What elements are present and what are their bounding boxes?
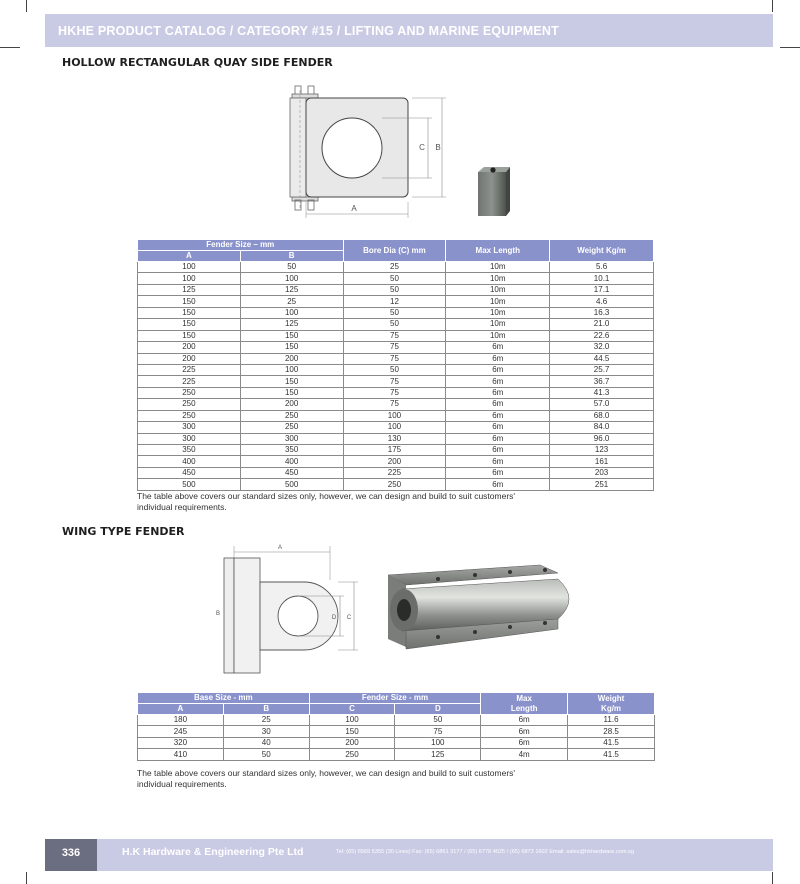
table-cell: 250 xyxy=(138,410,241,421)
table-cell: 150 xyxy=(138,330,241,341)
table-cell: 10m xyxy=(446,262,550,273)
quay-fender-drawing xyxy=(270,80,470,220)
table-row xyxy=(138,376,654,387)
table-row xyxy=(138,399,654,410)
quay-fender-product-image xyxy=(474,166,514,218)
table-cell: 150 xyxy=(309,726,395,737)
quay-fender-note xyxy=(137,491,657,513)
table-row xyxy=(138,467,654,478)
col-b-header: B xyxy=(223,704,309,715)
table-cell: 500 xyxy=(240,479,343,490)
table-cell: 10.1 xyxy=(550,273,654,284)
table-row xyxy=(138,737,655,748)
table-row xyxy=(138,342,654,353)
table-cell: 6m xyxy=(446,399,550,410)
table-cell: 125 xyxy=(395,749,481,760)
header-line: Weight xyxy=(597,693,625,703)
table-cell: 44.5 xyxy=(550,353,654,364)
table-cell: 200 xyxy=(240,399,343,410)
header-line: Kg/m xyxy=(601,703,622,713)
footer-contact-info: Tel: (65) 6565 5355 (30 Lines) Fax: (65) 6861 3177 / (65) 6778 4025 / (65) 6873 1602 Email: sales@hkhardware.com.sg xyxy=(336,849,634,855)
table-cell: 32.0 xyxy=(550,342,654,353)
table-cell: 400 xyxy=(240,456,343,467)
table-cell: 6m xyxy=(446,422,550,433)
wing-fender-table xyxy=(137,692,655,761)
wing-fender-drawing xyxy=(212,540,362,680)
crop-mark xyxy=(780,47,800,48)
table-cell: 50 xyxy=(240,262,343,273)
table-cell: 22.6 xyxy=(550,330,654,341)
weight-header: Weight Kg/m xyxy=(550,240,654,262)
table-row xyxy=(138,284,654,295)
table-cell: 150 xyxy=(138,319,241,330)
dim-a-label: A xyxy=(351,204,357,213)
table-cell: 25 xyxy=(240,296,343,307)
table-cell: 75 xyxy=(343,387,446,398)
table-cell: 40 xyxy=(223,737,309,748)
table-cell: 450 xyxy=(240,467,343,478)
fender-size-header: Fender Size – mm xyxy=(138,240,344,251)
table-row xyxy=(138,410,654,421)
crop-mark xyxy=(772,0,773,12)
table-cell: 11.6 xyxy=(568,715,655,726)
max-length-header xyxy=(481,693,568,715)
col-a-header: A xyxy=(138,704,224,715)
table-cell: 4.6 xyxy=(550,296,654,307)
table-cell: 41.5 xyxy=(568,737,655,748)
col-a-header: A xyxy=(138,251,241,262)
table-row xyxy=(138,307,654,318)
table-cell: 200 xyxy=(309,737,395,748)
table-cell: 161 xyxy=(550,456,654,467)
table-row xyxy=(138,353,654,364)
table-cell: 41.3 xyxy=(550,387,654,398)
table-cell: 225 xyxy=(138,364,241,375)
table-cell: 300 xyxy=(138,422,241,433)
table-row xyxy=(138,715,655,726)
header-line: Length xyxy=(510,703,538,713)
note-line: The table above covers our standard sizes only, however, we can design and build to suit customers' xyxy=(137,768,516,778)
table-cell: 10m xyxy=(446,284,550,295)
table-cell: 6m xyxy=(446,353,550,364)
table-cell: 125 xyxy=(240,284,343,295)
table-cell: 6m xyxy=(481,737,568,748)
table-cell: 150 xyxy=(138,296,241,307)
dim-b-label: B xyxy=(435,143,441,152)
dim-b-label: B xyxy=(215,611,221,617)
table-cell: 96.0 xyxy=(550,433,654,444)
base-size-header: Base Size - mm xyxy=(138,693,310,704)
table-cell: 150 xyxy=(138,307,241,318)
table-cell: 21.0 xyxy=(550,319,654,330)
table-cell: 130 xyxy=(343,433,446,444)
table-cell: 100 xyxy=(240,364,343,375)
table-row xyxy=(138,422,654,433)
table-cell: 150 xyxy=(240,330,343,341)
table-cell: 250 xyxy=(343,479,446,490)
table-cell: 10m xyxy=(446,330,550,341)
table-cell: 100 xyxy=(343,422,446,433)
table-cell: 250 xyxy=(309,749,395,760)
crop-mark xyxy=(26,0,27,12)
table-cell: 50 xyxy=(343,364,446,375)
table-cell: 50 xyxy=(343,307,446,318)
table-cell: 17.1 xyxy=(550,284,654,295)
table-cell: 68.0 xyxy=(550,410,654,421)
table-cell: 125 xyxy=(240,319,343,330)
col-b-header: B xyxy=(240,251,343,262)
table-row xyxy=(138,319,654,330)
crop-mark xyxy=(0,47,20,48)
table-cell: 350 xyxy=(240,445,343,456)
dim-a-label: A xyxy=(277,545,283,551)
table-cell: 410 xyxy=(138,749,224,760)
note-line: individual requirements. xyxy=(137,779,227,789)
table-cell: 6m xyxy=(446,387,550,398)
page-number: 336 xyxy=(61,847,81,859)
table-cell: 100 xyxy=(240,273,343,284)
col-d-header: D xyxy=(395,704,481,715)
wing-fender-title: WING TYPE FENDER xyxy=(62,525,185,538)
table-cell: 16.3 xyxy=(550,307,654,318)
fender-size-header: Fender Size - mm xyxy=(309,693,481,704)
table-cell: 203 xyxy=(550,467,654,478)
table-cell: 84.0 xyxy=(550,422,654,433)
table-cell: 36.7 xyxy=(550,376,654,387)
note-line: individual requirements. xyxy=(137,502,227,512)
table-cell: 12 xyxy=(343,296,446,307)
table-cell: 6m xyxy=(446,342,550,353)
table-row xyxy=(138,749,655,760)
weight-header xyxy=(568,693,655,715)
table-cell: 200 xyxy=(343,456,446,467)
table-cell: 25 xyxy=(223,715,309,726)
table-row xyxy=(138,456,654,467)
table-row xyxy=(138,726,655,737)
table-cell: 100 xyxy=(138,273,241,284)
table-cell: 225 xyxy=(138,376,241,387)
table-cell: 200 xyxy=(138,342,241,353)
table-cell: 25 xyxy=(343,262,446,273)
table-cell: 6m xyxy=(446,410,550,421)
table-cell: 250 xyxy=(240,410,343,421)
table-cell: 200 xyxy=(240,353,343,364)
table-cell: 4m xyxy=(481,749,568,760)
table-cell: 250 xyxy=(240,422,343,433)
table-row xyxy=(138,433,654,444)
table-cell: 50 xyxy=(343,284,446,295)
table-cell: 100 xyxy=(395,737,481,748)
max-length-header: Max Length xyxy=(446,240,550,262)
table-cell: 500 xyxy=(138,479,241,490)
dim-c-label: C xyxy=(346,615,352,621)
table-cell: 300 xyxy=(138,433,241,444)
table-cell: 6m xyxy=(446,445,550,456)
table-cell: 6m xyxy=(446,376,550,387)
table-cell: 10m xyxy=(446,319,550,330)
table-row xyxy=(138,387,654,398)
quay-fender-table xyxy=(137,239,654,491)
table-cell: 6m xyxy=(481,715,568,726)
table-row xyxy=(138,262,654,273)
table-cell: 200 xyxy=(138,353,241,364)
table-cell: 75 xyxy=(343,353,446,364)
table-cell: 123 xyxy=(550,445,654,456)
table-cell: 75 xyxy=(343,342,446,353)
table-cell: 150 xyxy=(240,387,343,398)
catalog-header-title: HKHE PRODUCT CATALOG / CATEGORY #15 / LIFTING AND MARINE EQUIPMENT xyxy=(58,24,559,38)
table-cell: 41.5 xyxy=(568,749,655,760)
header-line: Max xyxy=(516,693,532,703)
table-cell: 75 xyxy=(343,376,446,387)
table-cell: 150 xyxy=(240,376,343,387)
table-cell: 50 xyxy=(343,319,446,330)
table-row xyxy=(138,330,654,341)
table-cell: 57.0 xyxy=(550,399,654,410)
table-cell: 50 xyxy=(395,715,481,726)
table-cell: 6m xyxy=(446,433,550,444)
table-cell: 28.5 xyxy=(568,726,655,737)
table-cell: 5.6 xyxy=(550,262,654,273)
table-cell: 350 xyxy=(138,445,241,456)
note-line: The table above covers our standard sizes only, however, we can design and build to suit customers' xyxy=(137,491,516,501)
footer-company-name: H.K Hardware & Engineering Pte Ltd xyxy=(122,846,304,858)
table-cell: 450 xyxy=(138,467,241,478)
table-cell: 6m xyxy=(446,364,550,375)
dim-d-label: D xyxy=(331,615,337,621)
table-cell: 50 xyxy=(223,749,309,760)
table-cell: 250 xyxy=(138,399,241,410)
table-cell: 150 xyxy=(240,342,343,353)
table-cell: 6m xyxy=(481,726,568,737)
crop-mark xyxy=(772,872,773,884)
table-cell: 100 xyxy=(240,307,343,318)
table-cell: 251 xyxy=(550,479,654,490)
table-cell: 10m xyxy=(446,307,550,318)
table-cell: 50 xyxy=(343,273,446,284)
table-cell: 25.7 xyxy=(550,364,654,375)
table-cell: 75 xyxy=(343,330,446,341)
table-cell: 245 xyxy=(138,726,224,737)
wing-fender-note xyxy=(137,768,657,790)
table-cell: 6m xyxy=(446,479,550,490)
table-cell: 100 xyxy=(138,262,241,273)
table-cell: 125 xyxy=(138,284,241,295)
table-cell: 100 xyxy=(309,715,395,726)
table-cell: 100 xyxy=(343,410,446,421)
table-cell: 75 xyxy=(395,726,481,737)
table-cell: 320 xyxy=(138,737,224,748)
table-cell: 10m xyxy=(446,273,550,284)
wing-fender-product-image xyxy=(380,557,580,657)
table-cell: 6m xyxy=(446,456,550,467)
table-cell: 180 xyxy=(138,715,224,726)
table-row xyxy=(138,479,654,490)
table-cell: 30 xyxy=(223,726,309,737)
table-row xyxy=(138,445,654,456)
table-cell: 75 xyxy=(343,399,446,410)
table-cell: 6m xyxy=(446,467,550,478)
dim-c-label: C xyxy=(419,143,425,152)
table-row xyxy=(138,273,654,284)
table-cell: 400 xyxy=(138,456,241,467)
table-cell: 175 xyxy=(343,445,446,456)
crop-mark xyxy=(26,872,27,884)
table-row xyxy=(138,296,654,307)
table-row xyxy=(138,364,654,375)
col-c-header: C xyxy=(309,704,395,715)
table-cell: 250 xyxy=(138,387,241,398)
quay-fender-title: HOLLOW RECTANGULAR QUAY SIDE FENDER xyxy=(62,56,333,69)
table-cell: 10m xyxy=(446,296,550,307)
bore-dia-header: Bore Dia (C) mm xyxy=(343,240,446,262)
table-cell: 300 xyxy=(240,433,343,444)
table-cell: 225 xyxy=(343,467,446,478)
